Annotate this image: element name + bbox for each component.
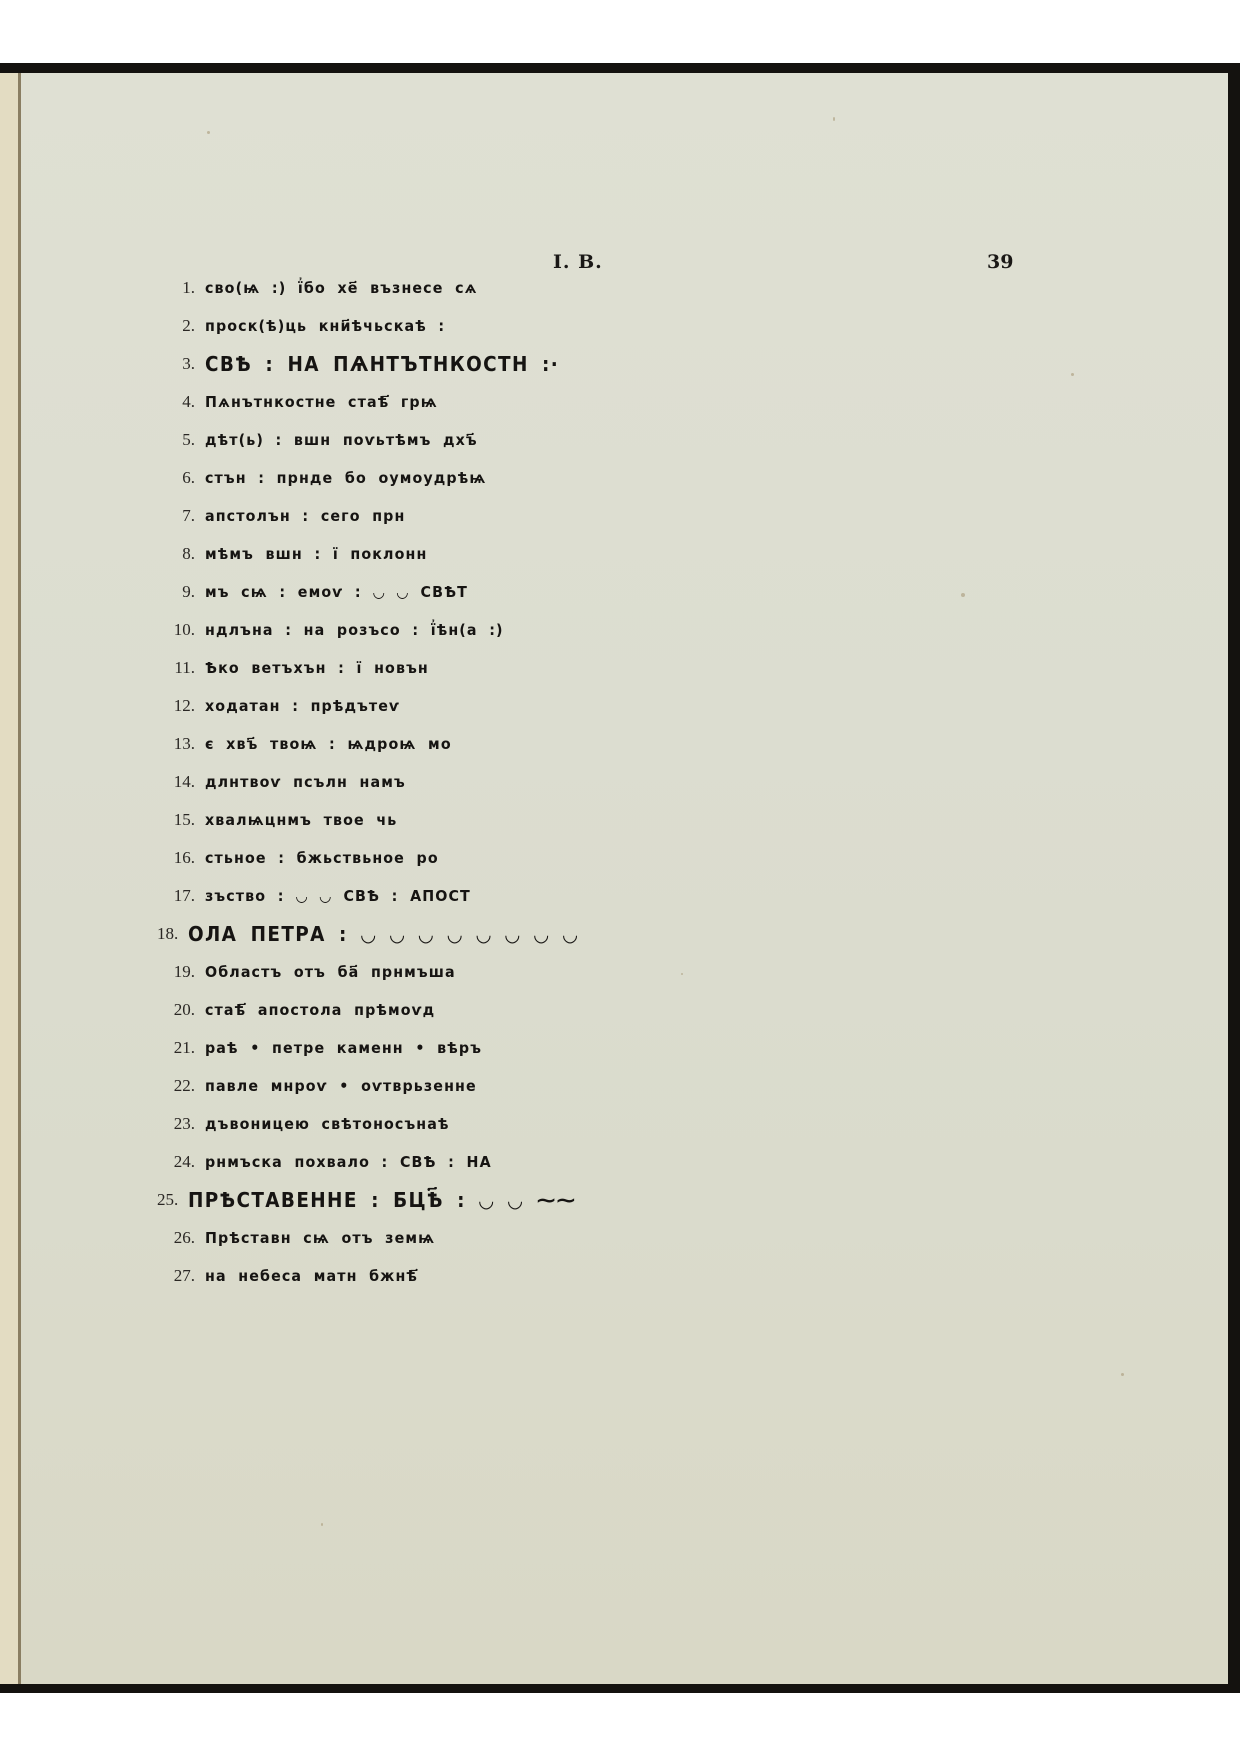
line-text: Пѧнътнкостне стаѣ҃ грѩ [205, 393, 438, 411]
line-text-heading: СВѢ : НА ПѦНТЪТНКОСТН :· [205, 352, 560, 376]
line-number: 13. [173, 734, 195, 753]
line-text: мѣмъ вшн : ї поклонн [205, 545, 428, 563]
text-line [157, 1105, 597, 1143]
bleed-through-text [611, 293, 1031, 1243]
line-text: на небеса матн бжнѣ҃ [205, 1267, 419, 1285]
text-line [157, 839, 597, 877]
line-number: 15. [173, 810, 195, 829]
line-text: раѣ • петре каменн • вѣръ [205, 1039, 483, 1057]
line-number: 11. [174, 658, 195, 677]
line-number: 18. [157, 924, 179, 943]
text-line [157, 1029, 597, 1067]
line-number: 21. [173, 1038, 195, 1057]
paper-speck [1121, 1373, 1124, 1376]
line-text: длнтвоѵ псълн намъ [205, 773, 406, 791]
line-text: павле мнроѵ • оѵтврьзенне [205, 1077, 477, 1095]
text-line [157, 649, 597, 687]
text-line [157, 1067, 597, 1105]
line-number: 14. [173, 772, 195, 791]
text-line [157, 991, 597, 1029]
text-line [157, 383, 597, 421]
line-number: 16. [173, 848, 195, 867]
text-line [157, 535, 597, 573]
line-text: стаѣ҃ апостола прѣмоѵд [205, 1001, 436, 1019]
line-number: 26. [173, 1228, 195, 1247]
line-text: рнмъска похвало : СВѢ : НА [205, 1153, 492, 1171]
line-number: 12. [173, 696, 195, 715]
line-number: 17. [173, 886, 195, 905]
numbered-text-lines [157, 269, 597, 1295]
text-line [157, 915, 597, 953]
text-line [157, 953, 597, 991]
line-text: дѣт(ь) : вшн поѵьтѣмъ дхъ҃ [205, 431, 478, 449]
line-text: дъвоницею свѣтоносънаѣ [205, 1115, 450, 1133]
text-line [157, 687, 597, 725]
paper-speck [207, 131, 210, 134]
text-line [157, 1181, 597, 1219]
paper-speck [321, 1523, 323, 1526]
book-page [21, 73, 1228, 1684]
line-text: зъство : ◡ ◡ СВѢ : АПОСТ [205, 887, 471, 905]
line-number: 7. [182, 506, 195, 525]
line-number: 9. [182, 582, 195, 601]
previous-page-edge [0, 73, 18, 1684]
text-line [157, 611, 597, 649]
line-number: 20. [173, 1000, 195, 1019]
text-line [157, 801, 597, 839]
paper-speck [1071, 373, 1074, 376]
text-line [157, 269, 597, 307]
line-text: ндлъна : на розъсо : ї҆ѣн(а :) [205, 621, 504, 639]
line-text: Прѣставн сѩ отъ земѩ [205, 1229, 436, 1247]
line-number: 27. [173, 1266, 195, 1285]
text-line [157, 307, 597, 345]
text-line [157, 573, 597, 611]
line-text: стън : прнде бо оумоудрѣѩ [205, 469, 487, 487]
line-number: 10. [173, 620, 195, 639]
line-text: мъ сѩ : емоѵ : ◡ ◡ СВѢТ [205, 583, 469, 601]
scan-border-right [1228, 63, 1240, 1693]
text-line [157, 1219, 597, 1257]
line-text: є хвъ҃ твоѩ : ѩдроѩ мо [205, 735, 452, 753]
line-number: 25. [157, 1190, 179, 1209]
text-line [157, 459, 597, 497]
text-line [157, 1143, 597, 1181]
line-text: ходатан : прѣдътеѵ [205, 697, 401, 715]
line-number: 1. [182, 278, 195, 297]
line-number: 2. [182, 316, 195, 335]
line-number: 19. [173, 962, 195, 981]
text-line [157, 725, 597, 763]
scan-border-bottom [0, 1684, 1240, 1693]
line-number: 22. [173, 1076, 195, 1095]
text-line [157, 497, 597, 535]
line-number: 3. [182, 354, 195, 373]
line-text: сво(ѩ :) ї҆бо хе҃ възнесе сѧ [205, 279, 478, 297]
page-number: 39 [987, 251, 1014, 273]
line-text: стьное : бжьствьное ро [205, 849, 439, 867]
line-number: 23. [173, 1114, 195, 1133]
text-line [157, 345, 597, 383]
line-text-heading: ПРѢСТАВЕННЕ : БЦѢ҃ : ◡ ◡ ⁓⁓ [188, 1188, 577, 1212]
line-text: проск(ѣ)ць кни҃ѣчьскаѣ : [205, 317, 446, 335]
line-number: 4. [182, 392, 195, 411]
text-line [157, 763, 597, 801]
line-number: 8. [182, 544, 195, 563]
paper-speck [833, 117, 835, 121]
text-line [157, 1257, 597, 1295]
line-text: Областъ отъ ба҃ прнмъша [205, 963, 456, 981]
line-text: Ѣко ветъхън : ї новън [205, 659, 429, 677]
text-line [157, 877, 597, 915]
line-text: хвалѩцнмъ твое чь [205, 811, 398, 829]
line-number: 5. [182, 430, 195, 449]
line-text-heading: ОЛА ПЕТРА : ◡ ◡ ◡ ◡ ◡ ◡ ◡ ◡ [188, 922, 579, 946]
scan-border-top [0, 63, 1240, 73]
line-number: 6. [182, 468, 195, 487]
line-number: 24. [173, 1152, 195, 1171]
text-line [157, 421, 597, 459]
line-text: апстолън : сего прн [205, 507, 406, 525]
running-head: I. B. [553, 251, 603, 273]
